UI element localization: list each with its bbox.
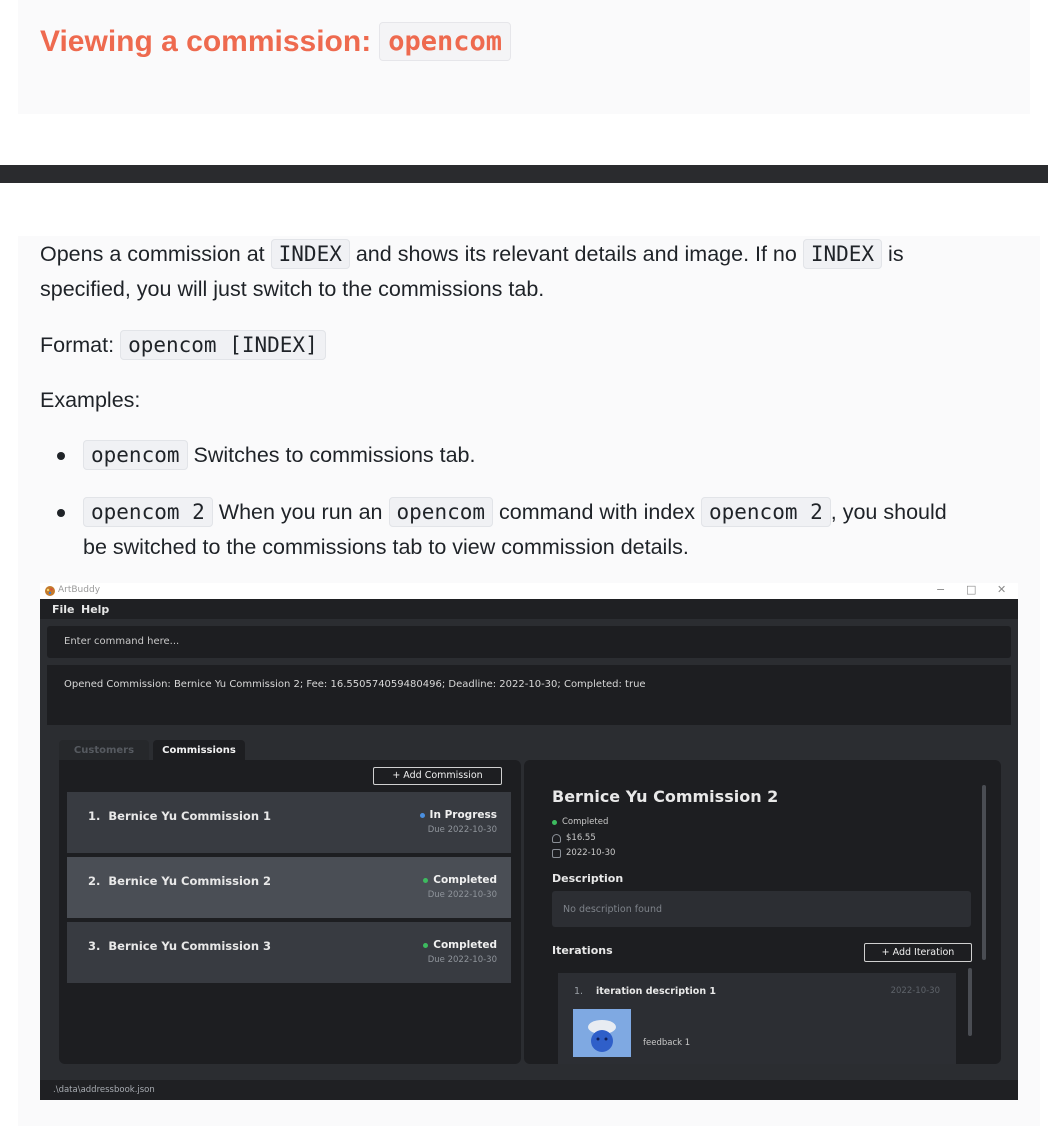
iterations-label: Iterations: [552, 944, 613, 957]
detail-title: Bernice Yu Commission 2: [552, 787, 779, 806]
divider-bar: [0, 165, 1048, 183]
commission-list-item[interactable]: [67, 792, 511, 853]
intro-line-2: specified, you will just switch to the commissions tab.: [40, 277, 545, 301]
commission-list-panel: [59, 760, 521, 1064]
detail-status: Completed: [552, 817, 608, 827]
iteration-date: 2022-10-30: [890, 986, 940, 996]
app-logo-icon: [44, 585, 56, 597]
commission-list-item[interactable]: [67, 857, 511, 918]
tab-customers[interactable]: Customers: [59, 740, 149, 760]
example-2-text-c: , you should: [830, 500, 947, 524]
command-placeholder: Enter command here...: [64, 636, 180, 647]
commission-status: In Progress: [420, 809, 497, 821]
commission-name: 1. Bernice Yu Commission 1: [88, 809, 272, 823]
format-line: [40, 328, 326, 363]
menu-bar: [40, 599, 1018, 619]
status-dot-icon: [420, 813, 425, 818]
example-2-text-b: command with index: [499, 500, 695, 524]
detail-fee: $16.55: [552, 833, 596, 843]
status-path: .\data\addressbook.json: [53, 1085, 155, 1095]
bullet-dot: [57, 509, 65, 517]
detail-deadline: 2022-10-30: [552, 848, 615, 858]
iteration-image: [573, 1009, 631, 1057]
command-input[interactable]: [47, 626, 1011, 658]
example-1-text: Switches to commissions tab.: [193, 443, 476, 467]
description-label: Description: [552, 872, 624, 885]
menu-file[interactable]: File: [52, 603, 75, 616]
commission-status: Completed: [423, 939, 497, 951]
intro-line-1: [40, 237, 904, 272]
commission-list-item[interactable]: [67, 922, 511, 983]
intro-text-c: is: [888, 242, 904, 266]
example-2-text-a: When you run an: [218, 500, 383, 524]
commission-name: 2. Bernice Yu Commission 2: [88, 874, 272, 888]
description-box: [552, 891, 971, 927]
commission-due: Due 2022-10-30: [427, 890, 497, 900]
heading-card: [18, 0, 1030, 114]
minimize-icon[interactable]: −: [936, 583, 946, 596]
format-code: opencom [INDEX]: [120, 330, 326, 360]
commission-detail-panel: [524, 760, 1001, 1064]
status-dot-icon: [423, 878, 428, 883]
index-code-2: INDEX: [803, 239, 882, 269]
example-2-line-2: be switched to the commissions tab to view commission details.: [83, 535, 689, 559]
result-display: [47, 665, 1011, 725]
app-title: ArtBuddy: [58, 585, 101, 595]
example-2-code-3: opencom 2: [701, 497, 831, 527]
menu-help[interactable]: Help: [81, 603, 110, 616]
example-2-code: opencom 2: [83, 497, 213, 527]
result-text: Opened Commission: Bernice Yu Commission 2; Fee: 16.550574059480496; Deadline: 2022-10-30; Completed: true: [64, 679, 646, 690]
maximize-icon[interactable]: □: [966, 583, 977, 596]
iteration-card: [558, 973, 956, 1064]
example-2-line-1: [83, 495, 947, 530]
add-commission-button[interactable]: + Add Commission: [373, 767, 502, 785]
intro-text-a: Opens a commission at: [40, 242, 265, 266]
add-iteration-button[interactable]: + Add Iteration: [864, 943, 972, 962]
commission-status: Completed: [423, 874, 497, 886]
iteration-title: iteration description 1: [596, 986, 717, 997]
example-1-code: opencom: [83, 440, 188, 470]
bullet-dot: [57, 452, 65, 460]
section-heading: [40, 22, 511, 61]
commission-due: Due 2022-10-30: [427, 825, 497, 835]
commission-due: Due 2022-10-30: [427, 955, 497, 965]
description-text: No description found: [563, 904, 663, 915]
intro-text-b: and shows its relevant details and image. If no: [355, 242, 797, 266]
format-label: Format:: [40, 333, 115, 357]
example-2-code-2: opencom: [389, 497, 494, 527]
example-1: [83, 438, 476, 473]
index-code-1: INDEX: [271, 239, 350, 269]
status-bar: [40, 1080, 1018, 1100]
close-icon[interactable]: ✕: [997, 583, 1007, 596]
iteration-scrollbar[interactable]: [968, 968, 972, 1036]
calendar-icon: [552, 849, 561, 858]
app-screenshot: [40, 583, 1018, 1100]
status-dot-icon: [423, 943, 428, 948]
heading-command-code: opencom: [379, 22, 511, 61]
window-titlebar: [40, 583, 1018, 599]
iteration-feedback: feedback 1: [643, 1038, 691, 1048]
heading-prefix: Viewing a commission:: [40, 24, 372, 58]
commission-name: 3. Bernice Yu Commission 3: [88, 939, 272, 953]
examples-label: Examples:: [40, 388, 141, 412]
money-bag-icon: [552, 834, 561, 843]
iteration-index: 1.: [574, 986, 584, 997]
tab-commissions[interactable]: Commissions: [153, 740, 245, 760]
detail-scrollbar[interactable]: [982, 785, 986, 960]
status-dot-icon: [552, 820, 557, 825]
